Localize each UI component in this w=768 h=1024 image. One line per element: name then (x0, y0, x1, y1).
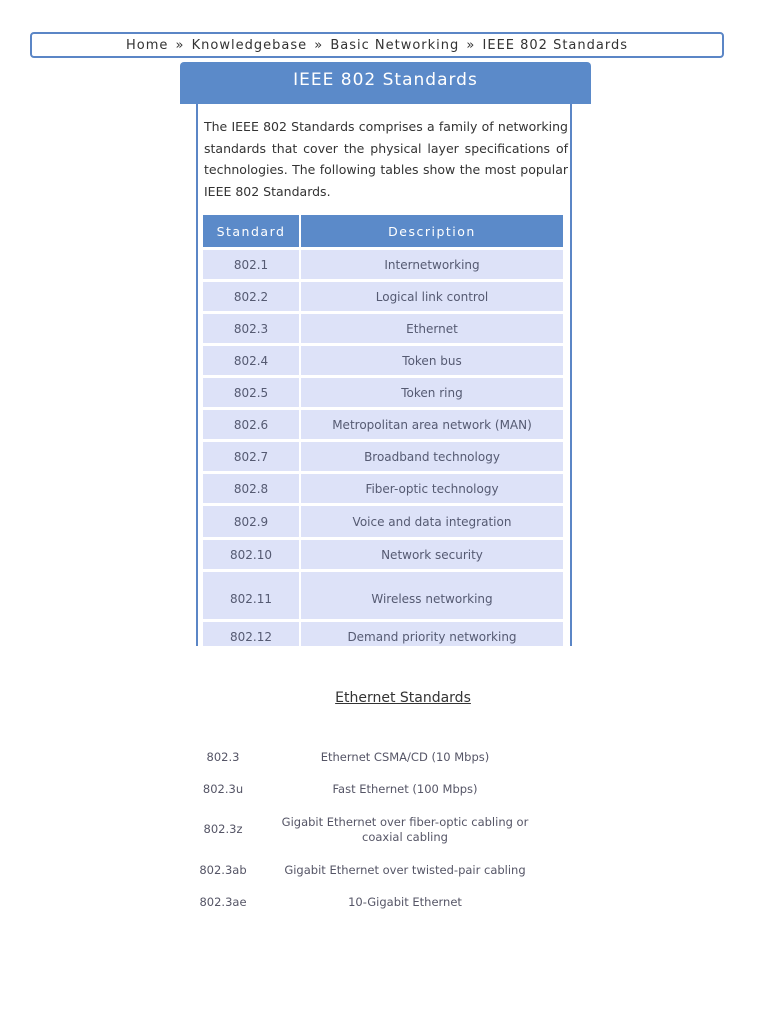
breadcrumb-separator: » (466, 38, 476, 53)
table-row (203, 540, 563, 569)
content-panel (196, 104, 572, 646)
standard-description: Demand priority networking (301, 622, 563, 646)
standard-description: Token bus (301, 346, 563, 375)
standard-description: Logical link control (301, 282, 563, 311)
standard-code: 802.12 (203, 622, 299, 646)
table-row (203, 282, 563, 311)
ethernet-code: 802.3ab (199, 863, 247, 877)
standard-code: 802.5 (203, 378, 299, 407)
ethernet-standards-heading: Ethernet Standards (335, 690, 471, 706)
table-row (203, 622, 563, 646)
standard-code: 802.9 (203, 506, 299, 537)
ethernet-code: 802.3ae (199, 895, 247, 909)
standard-description: Broadband technology (301, 442, 563, 471)
table-row (203, 346, 563, 375)
breadcrumb-knowledgebase-link[interactable]: Knowledgebase (191, 38, 308, 53)
standard-code: 802.8 (203, 474, 299, 503)
standard-description: Network security (301, 540, 563, 569)
standard-description: Voice and data integration (301, 506, 563, 537)
standard-description: Fiber-optic technology (301, 474, 563, 503)
breadcrumb (30, 32, 724, 58)
table-row (203, 314, 563, 343)
standard-code: 802.1 (203, 250, 299, 279)
header-standard: Standard (203, 215, 299, 247)
standard-code: 802.6 (203, 410, 299, 439)
table-row (203, 250, 563, 279)
standard-description: Ethernet (301, 314, 563, 343)
ethernet-code: 802.3u (202, 782, 244, 796)
standard-code: 802.10 (203, 540, 299, 569)
table-row (203, 378, 563, 407)
intro-paragraph: The IEEE 802 Standards comprises a family of networking standards that cover the physical layer specifications of technologies. The following tables show the most popular IEEE 802 Standards. (204, 119, 568, 199)
standard-code: 802.11 (203, 572, 299, 619)
ethernet-description: 10-Gigabit Ethernet (348, 895, 462, 909)
standard-description: Metropolitan area network (MAN) (301, 410, 563, 439)
breadcrumb-separator: » (314, 38, 324, 53)
standard-code: 802.3 (203, 314, 299, 343)
ethernet-description: Ethernet CSMA/CD (10 Mbps) (320, 750, 490, 764)
standard-code: 802.4 (203, 346, 299, 375)
table-row (203, 442, 563, 471)
table-row (203, 506, 563, 537)
table-row (203, 474, 563, 503)
ethernet-description: Gigabit Ethernet over fiber-optic cabling or coaxial cabling (281, 815, 529, 844)
ethernet-code: 802.3z (203, 822, 243, 836)
table-row (203, 572, 563, 619)
breadcrumb-home-link[interactable]: Home (126, 38, 169, 53)
standard-code: 802.2 (203, 282, 299, 311)
standard-description: Wireless networking (301, 572, 563, 619)
header-description: Description (301, 215, 563, 247)
ethernet-code: 802.3 (206, 750, 240, 764)
breadcrumb-separator: » (175, 38, 185, 53)
standard-description: Token ring (301, 378, 563, 407)
standard-code: 802.7 (203, 442, 299, 471)
ethernet-description: Fast Ethernet (100 Mbps) (332, 782, 478, 796)
standards-table (201, 212, 565, 646)
page-title: IEEE 802 Standards (180, 62, 591, 104)
standard-description: Internetworking (301, 250, 563, 279)
table-row (203, 410, 563, 439)
ethernet-description: Gigabit Ethernet over twisted-pair cabling (284, 863, 526, 877)
breadcrumb-current: IEEE 802 Standards (482, 38, 628, 53)
breadcrumb-basic-networking-link[interactable]: Basic Networking (330, 38, 460, 53)
table-header-row (203, 215, 563, 247)
